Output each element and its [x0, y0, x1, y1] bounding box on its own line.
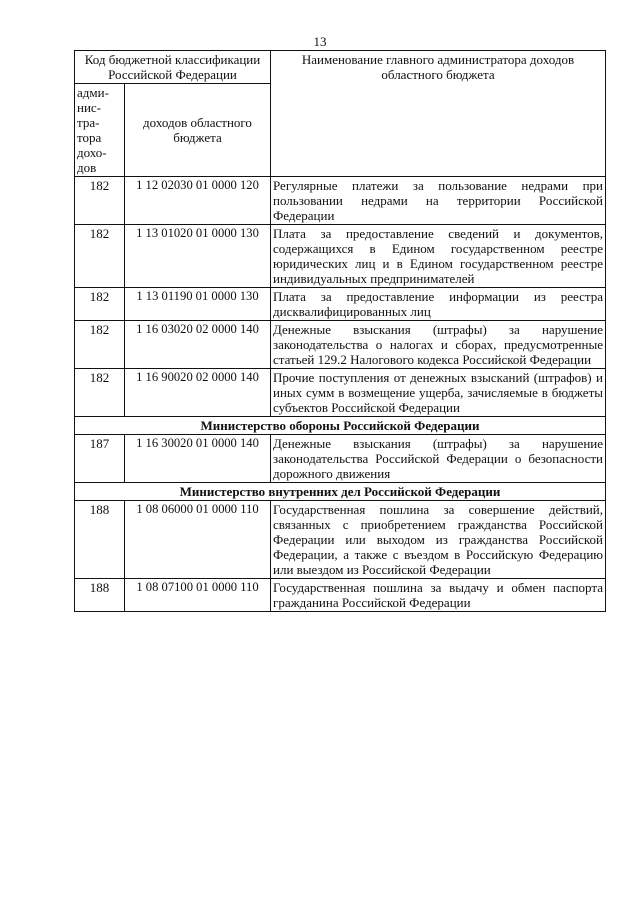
header-administrator-code: адми- нис- тра- тора дохо- дов	[75, 84, 125, 177]
budget-classification-code: 1 16 90020 02 0000 140	[125, 369, 271, 417]
section-title: Министерство внутренних дел Российской Федерации	[75, 483, 606, 501]
budget-classification-code: 1 08 07100 01 0000 110	[125, 579, 271, 612]
revenue-name: Денежные взыскания (штрафы) за нарушение законодательства о налогах и сборах, предусмотренные статьей 129.2 Налогового кодекса Российской Федерации	[271, 321, 606, 369]
administrator-code: 182	[75, 321, 125, 369]
budget-classification-code: 1 08 06000 01 0000 110	[125, 501, 271, 579]
administrator-code: 182	[75, 225, 125, 288]
administrator-code: 188	[75, 501, 125, 579]
revenue-name: Государственная пошлина за совершение действий, связанных с приобретением гражданства Российской Федерации или выходом из гражданства Российской Федерации, а также с въездом в Российскую Федерацию или выездом из Российской Федерации	[271, 501, 606, 579]
administrator-code: 182	[75, 288, 125, 321]
administrator-code: 182	[75, 369, 125, 417]
administrator-code: 187	[75, 435, 125, 483]
header-income-code: доходов областного бюджета	[125, 84, 271, 177]
section-row	[75, 483, 606, 501]
table-row	[75, 225, 606, 288]
section-title: Министерство обороны Российской Федерации	[75, 417, 606, 435]
budget-classification-code: 1 13 01190 01 0000 130	[125, 288, 271, 321]
table-row	[75, 579, 606, 612]
table-body	[75, 177, 606, 612]
revenue-name: Плата за предоставление информации из реестра дисквалифицированных лиц	[271, 288, 606, 321]
page-number: 13	[313, 34, 327, 49]
budget-classification-code: 1 16 30020 01 0000 140	[125, 435, 271, 483]
header-kbk: Код бюджетной классификации Российской Федерации	[75, 51, 271, 84]
budget-classification-code: 1 12 02030 01 0000 120	[125, 177, 271, 225]
table-row	[75, 369, 606, 417]
table-row	[75, 321, 606, 369]
revenue-name: Регулярные платежи за пользование недрами при пользовании недрами на территории Российской Федерации	[271, 177, 606, 225]
table-row	[75, 177, 606, 225]
administrator-code: 188	[75, 579, 125, 612]
table-row	[75, 435, 606, 483]
table-header	[75, 51, 606, 177]
revenue-name: Плата за предоставление сведений и документов, содержащихся в Едином государственном реестре юридических лиц и в Едином государственном реестре индивидуальных предпринимателей	[271, 225, 606, 288]
header-administrator-name: Наименование главного администратора доходов областного бюджета	[271, 51, 606, 177]
budget-classification-code: 1 13 01020 01 0000 130	[125, 225, 271, 288]
revenue-name: Государственная пошлина за выдачу и обмен паспорта гражданина Российской Федерации	[271, 579, 606, 612]
budget-revenue-table	[74, 50, 606, 612]
table-row	[75, 288, 606, 321]
budget-classification-code: 1 16 03020 02 0000 140	[125, 321, 271, 369]
revenue-name: Прочие поступления от денежных взысканий (штрафов) и иных сумм в возмещение ущерба, зачисляемые в бюджеты субъектов Российской Федерации	[271, 369, 606, 417]
section-row	[75, 417, 606, 435]
administrator-code: 182	[75, 177, 125, 225]
table-row	[75, 501, 606, 579]
revenue-name: Денежные взыскания (штрафы) за нарушение законодательства Российской Федерации о безопасности дорожного движения	[271, 435, 606, 483]
